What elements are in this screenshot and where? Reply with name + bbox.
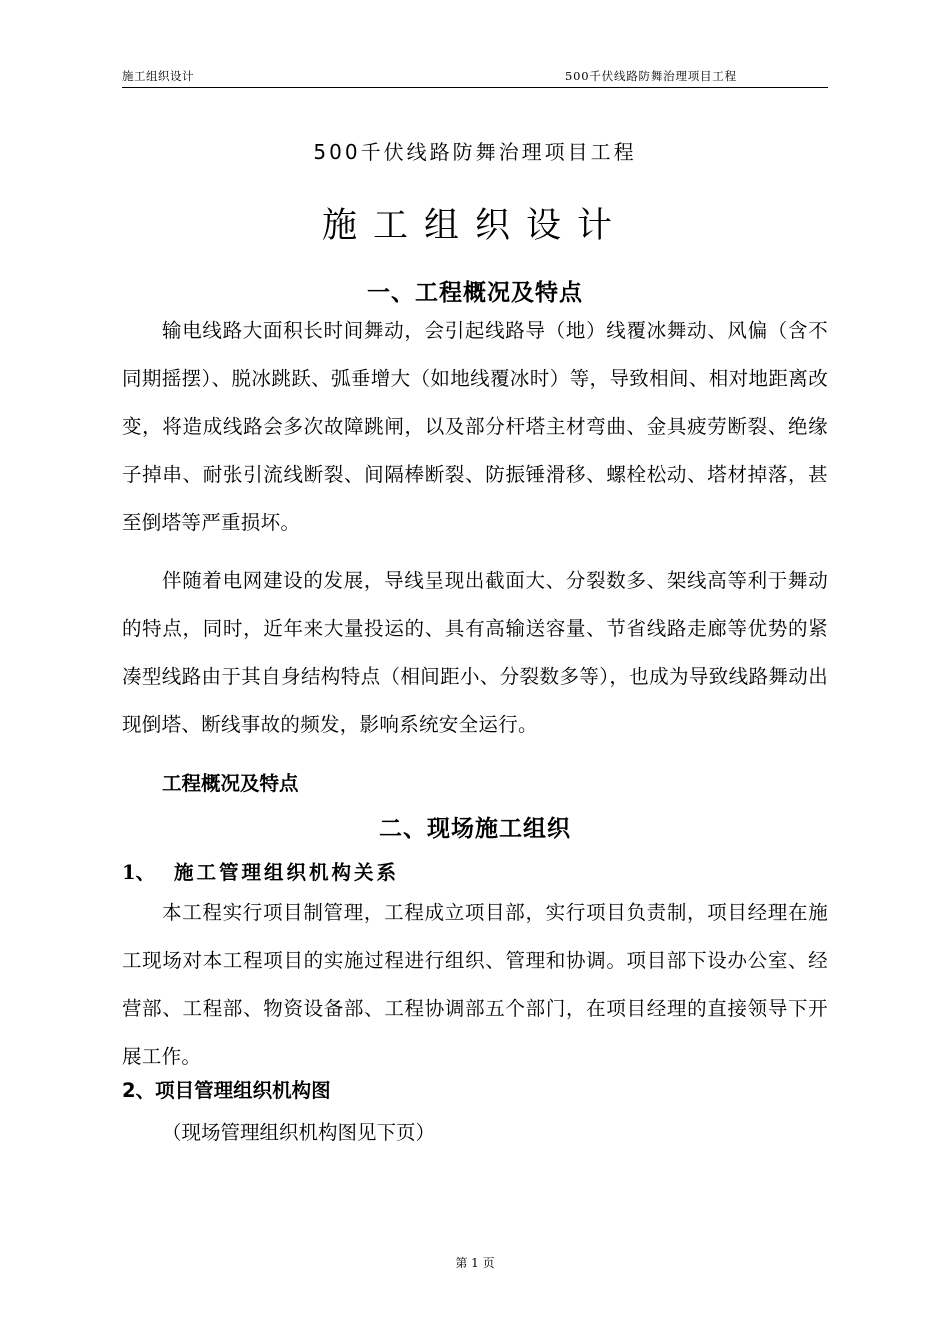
header-left-title: 施工组织设计 [122,69,194,83]
item2-note: （现场管理组织机构图见下页） [162,1121,436,1144]
item1-number: 1、 [122,861,156,884]
document-subtitle: 500千伏线路防舞治理项目工程 [313,140,637,164]
section2-heading: 二、现场施工组织 [379,816,571,842]
section1-subheading: 工程概况及特点 [162,772,299,795]
item2-title: 2、项目管理组织机构图 [122,1079,331,1102]
page-number: 第 1 页 [455,1256,495,1270]
item1-paragraph: 本工程实行项目制管理，工程成立项目部，实行项目负责制，项目经理在施工现场对本工程项目的实施过程进行组织、管理和协调。项目部下设办公室、经营部、工程部、物资设备部、工程协调部五个部门，在项目经理的直接领导下开展工作。 [122,901,828,1068]
document-title: 施工组织设计 [321,206,628,246]
header-right-title: 500千伏线路防舞治理项目工程 [565,69,737,83]
section1-paragraph1: 输电线路大面积长时间舞动，会引起线路导（地）线覆冰舞动、风偏（含不同期摇摆）、脱冰跳跃、弧垂增大（如地线覆冰时）等，导致相间、相对地距离改变，将造成线路会多次故障跳闸，以及部分杆塔主材弯曲、金具疲劳断裂、绝缘子掉串、耐张引流线断裂、间隔棒断裂、防振锤滑移、螺栓松动、塔材掉落，甚至倒塔等严重损坏。 [122,319,828,534]
section1-paragraph2: 伴随着电网建设的发展，导线呈现出截面大、分裂数多、架线高等利于舞动的特点，同时，近年来大量投运的、具有高输送容量、节省线路走廊等优势的紧凑型线路由于其自身结构特点（相间距小、分裂数多等），也成为导致线路舞动出现倒塔、断线事故的频发，影响系统安全运行。 [122,569,828,736]
section1-heading: 一、工程概况及特点 [367,280,583,306]
header-rule [122,87,828,88]
item1-title: 施工管理组织机构关系 [174,861,400,884]
